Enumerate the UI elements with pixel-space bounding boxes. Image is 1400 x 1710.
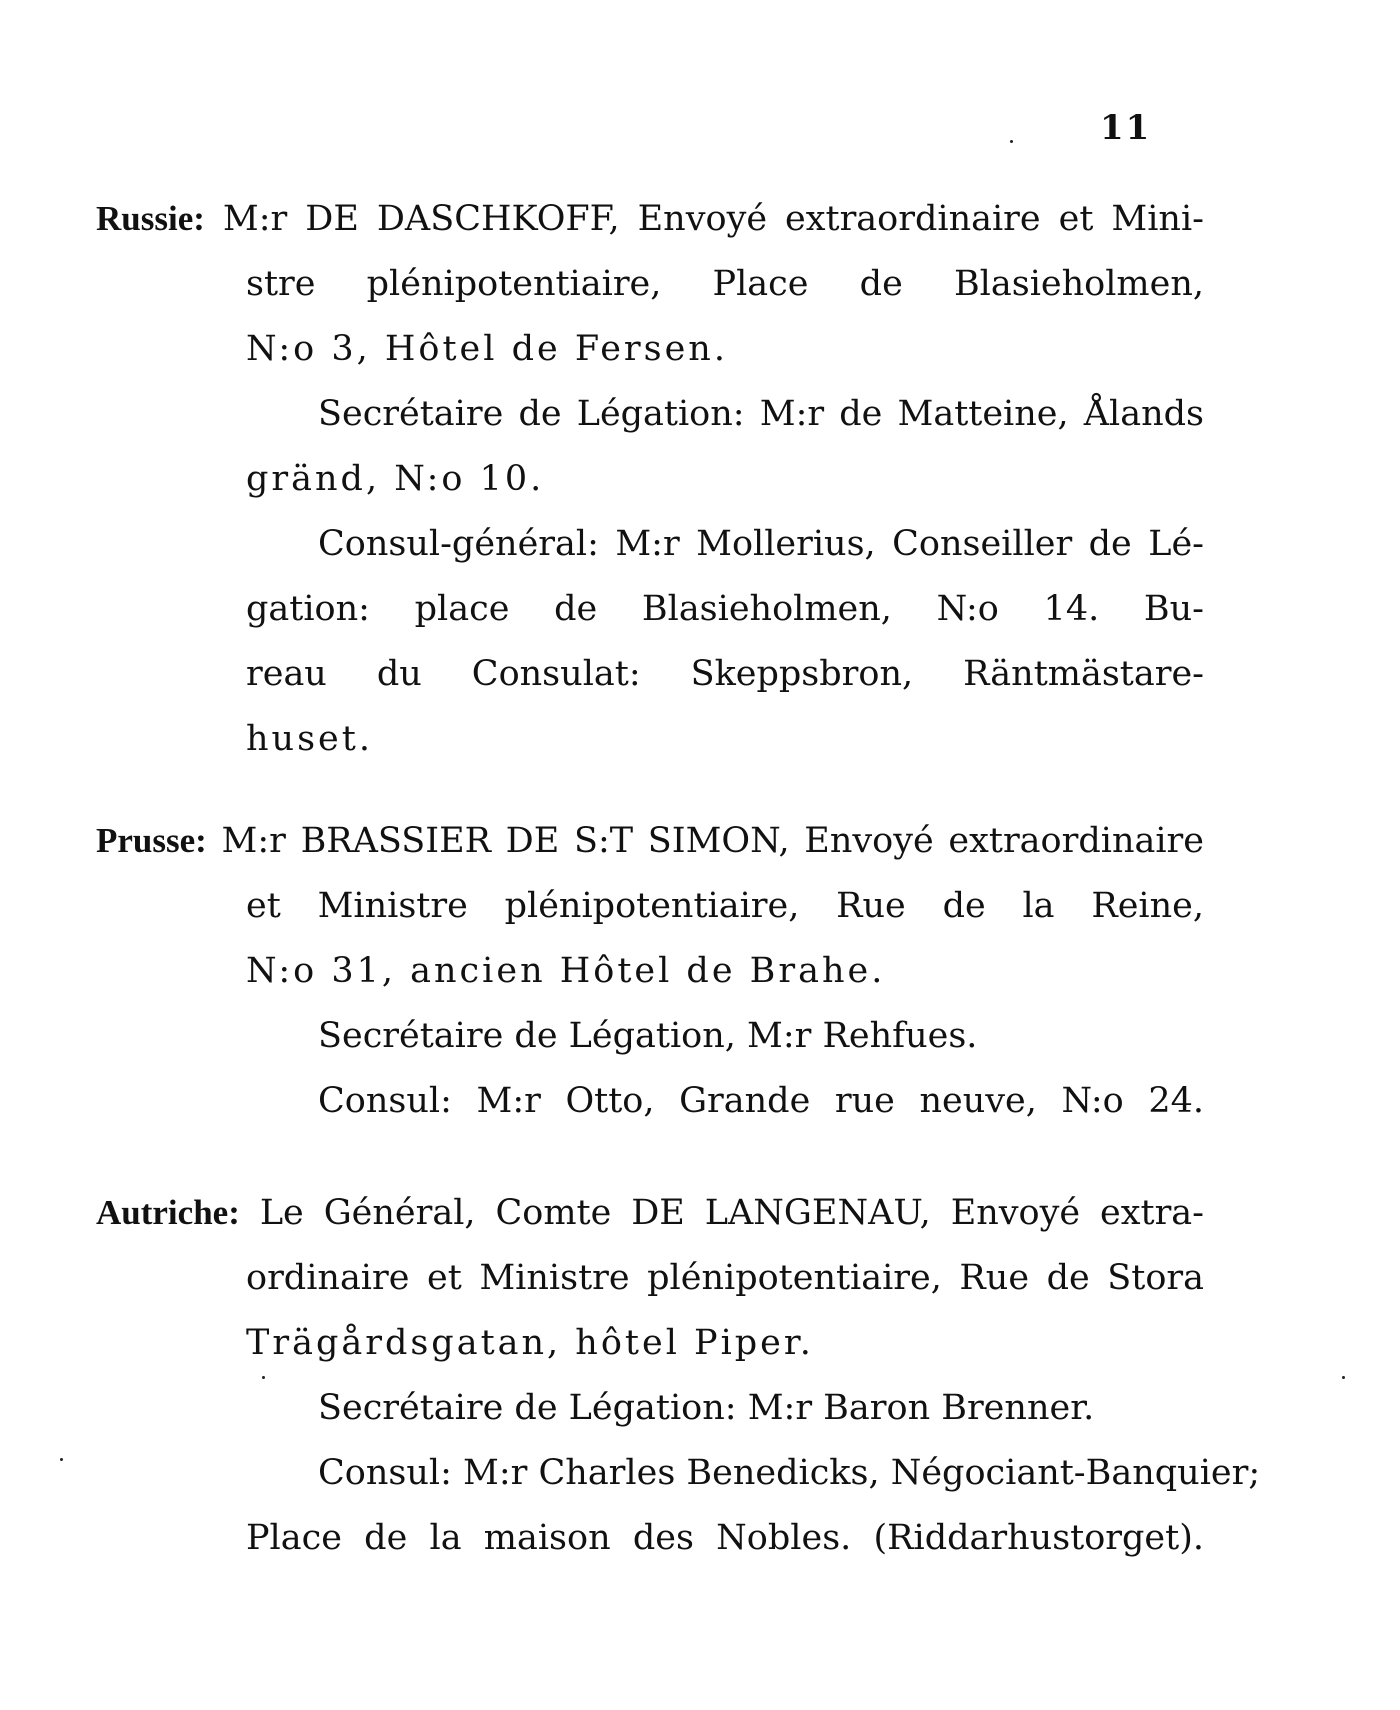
page-number: 11 [1100,108,1152,148]
print-speck [1010,140,1013,143]
entry-line: Consul: M:r Otto, Grande rue neuve, N:o 24. [318,1081,1204,1121]
entry-line: reau du Consulat: Skeppsbron, Räntmästare- [246,654,1204,694]
entry-line: stre plénipotentiaire, Place de Blasieholmen, [246,264,1204,304]
entry-text: Le Général, Comte DE LANGENAU, Envoyé extra- [259,1193,1204,1233]
country-label: Prusse: [96,821,207,860]
country-label: Russie: [96,199,205,238]
country-label: Autriche: [96,1193,240,1232]
print-speck [262,1376,265,1379]
entry-line: Secrétaire de Légation: M:r de Matteine, Ålands [318,394,1204,434]
entry-text: M:r DE DASCHKOFF, Envoyé extraordinaire et Mini- [222,199,1204,239]
entry-line: Consul-général: M:r Mollerius, Conseiller de Lé- [318,524,1204,564]
entry-line: Secrétaire de Légation: M:r Baron Brenner. [318,1388,1095,1428]
entry-line: N:o 31, ancien Hôtel de Brahe. [246,951,886,991]
entry-line: gränd, N:o 10. [246,459,545,499]
entry-line: N:o 3, Hôtel de Fersen. [246,329,728,369]
entry-line [96,186,1204,252]
entry-russie [96,186,1204,772]
entry-text: M:r BRASSIER DE S:T SIMON, Envoyé extraordinaire [221,821,1204,861]
print-speck [60,1458,63,1461]
entry-line [96,1180,1204,1246]
entry-line [96,808,1204,874]
entry-line: Trägårdsgatan, hôtel Piper. [246,1323,814,1363]
entry-line: Place de la maison des Nobles. (Riddarhustorget). [246,1518,1204,1558]
entry-line: gation: place de Blasieholmen, N:o 14. Bu- [246,589,1204,629]
entry-line: Secrétaire de Légation, M:r Rehfues. [318,1016,978,1056]
entry-line: Consul: M:r Charles Benedicks, Négociant-Banquier; [318,1453,1261,1493]
entry-prusse [96,808,1204,1134]
entry-line: et Ministre plénipotentiaire, Rue de la Reine, [246,886,1204,926]
print-speck [1342,1376,1345,1379]
entry-line: huset. [246,719,373,759]
entry-line: ordinaire et Ministre plénipotentiaire, Rue de Stora [246,1258,1204,1298]
